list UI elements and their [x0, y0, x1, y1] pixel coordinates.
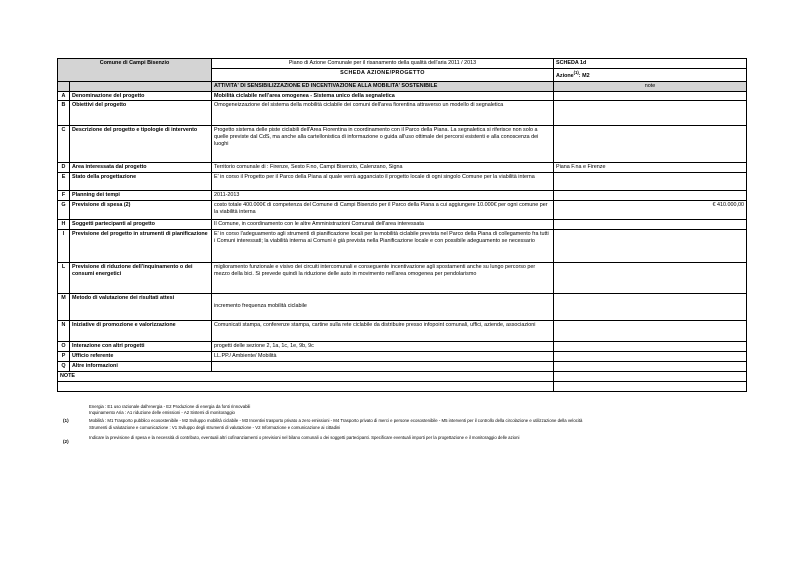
row-note — [554, 342, 747, 352]
row-label: Iniziative di promozione e valorizzazione — [70, 321, 212, 342]
note-label: NOTE — [58, 371, 554, 381]
note-blank-row — [58, 381, 747, 391]
footnote-2 — [57, 435, 757, 446]
row-note — [554, 91, 747, 101]
row-body: miglioramento funzionale e visivo dei circuiti intercomunali e conseguente incentivazione agli spostamenti anche su lungo percorso per mezzo della bici. Si prevede quindi la riduzione delle auto in movimento nell'area omogenea per pendolarismo — [212, 263, 554, 294]
table-row — [58, 230, 747, 263]
footnote-1-text: Mobilità : M1 Trasporto pubblico ecosostenibile - M2 Sviluppo mobilità ciclabile - M3 Incentivi trasporto privato a zero emissioni - M4 Trasporto privato di merci e persone ecosostenibile - M5 interventi per il controllo della circolazione e utilizzazione della velocità — [89, 417, 583, 423]
row-body: Omogeneizzazione del sistema della mobilità ciclabile dei comuni dell'area fiorentina attraverso un modello di segnaletica — [212, 101, 554, 126]
table-row — [58, 352, 747, 362]
table-row — [58, 361, 747, 371]
note-row — [58, 371, 747, 381]
note-empty-cell — [554, 371, 747, 381]
footnote-1-marker: (1) — [63, 417, 69, 423]
row-letter: B — [58, 101, 70, 126]
note-column-header: note — [554, 81, 747, 91]
row-letter: I — [58, 230, 70, 263]
row-body: Il Comune, in coordinamento con le altre Amministrazioni Comunali dell'area interessata — [212, 220, 554, 230]
row-label: Obiettivi del progetto — [70, 101, 212, 126]
footnote-energia: Energia : E1 uso razionale dall'energia - E2 Produzione di energia da fonti rinnovabili — [89, 404, 251, 409]
table-row — [58, 163, 747, 173]
row-note — [554, 263, 747, 294]
row-body: 2011-2013 — [212, 191, 554, 201]
row-body: Progetto sistema delle piste ciclabili dell'Area Fiorentina in coordinamento con il Parco della Piana. La segnaletica si riferisce non solo a quelle previste dal CdS, ma anche alla cartellonistica di informazione o guida all'uso ottimale dei percorsi esistenti e alla conoscenza dei luoghi — [212, 126, 554, 163]
scheda-table — [57, 58, 747, 392]
row-body: LL.PP./ Ambiente/ Mobilità — [212, 352, 554, 362]
footnote-1 — [57, 418, 757, 425]
row-note: Piana F.na e Firenze — [554, 163, 747, 173]
row-note — [554, 352, 747, 362]
row-letter: H — [58, 220, 70, 230]
row-note — [554, 294, 747, 321]
row-body — [212, 361, 554, 371]
row-letter: N — [58, 321, 70, 342]
azione-label: Azione — [556, 72, 574, 79]
table-row — [58, 173, 747, 191]
row-label: Previsione del progetto in strumenti di pianificazione — [70, 230, 212, 263]
row-body: E' in corso il Progetto per il Parco della Piana al quale verrà agganciato il progetto locale di ogni singolo Comune per la viabilità interna — [212, 173, 554, 191]
row-label: Metodo di valutazione dei risultati attesi — [70, 294, 212, 321]
footnote-2-marker: (2) — [63, 439, 69, 445]
attivita-spacer-label — [70, 81, 212, 91]
row-label: Interazione con altri progetti — [70, 342, 212, 352]
piano-title-cell: Piano di Azione Comunale per il risanamento della qualità dell'aria 2011 / 2013 — [212, 59, 554, 69]
row-note — [554, 220, 747, 230]
row-label: Ufficio referente — [70, 352, 212, 362]
row-label: Previsione di spesa (2) — [70, 201, 212, 220]
attivita-cell: ATTIVITA' DI SENSIBILIZZAZIONE ED INCENTIVAZIONE ALLA MOBILITA' SOSTENIBILE — [212, 81, 554, 91]
attivita-row — [58, 81, 747, 91]
footnote-2-text: Indicare la previsione di spesa e la necessità di contributo, eventuali altri cofinanziamenti o previsioni nel bilano comunali o dei soggetti partecipanti. Specificare eventuali importi per la progettazione e il monitoraggio delle azioni — [89, 435, 520, 441]
row-letter: G — [58, 201, 70, 220]
row-letter: E — [58, 173, 70, 191]
note-blank-left — [58, 381, 554, 391]
row-note — [554, 230, 747, 263]
table-row — [58, 220, 747, 230]
row-note-amount: € 410.000,00 — [554, 201, 747, 220]
row-letter: P — [58, 352, 70, 362]
row-label: Previsione di riduzione dell'inquinamento o dei consumi energetici — [70, 263, 212, 294]
row-label: Altre informazioni — [70, 361, 212, 371]
row-body: incremento frequenza mobilità ciclabile — [212, 294, 554, 321]
row-letter: C — [58, 126, 70, 163]
row-letter: D — [58, 163, 70, 173]
row-note — [554, 191, 747, 201]
note-blank-right — [554, 381, 747, 391]
row-letter: Q — [58, 361, 70, 371]
comune-cell: Comune di Campi Bisenzio — [58, 59, 212, 82]
footnotes-block — [57, 404, 757, 446]
row-letter: O — [58, 342, 70, 352]
table-row — [58, 101, 747, 126]
row-note — [554, 321, 747, 342]
row-label: Soggetti partecipanti al progetto — [70, 220, 212, 230]
footnote-aria: Inquinamento Aria : A1 riduzione delle emissioni - A2 Sistemi di monitoraggio — [89, 410, 235, 416]
table-row — [58, 91, 747, 101]
attivita-spacer-letter — [58, 81, 70, 91]
table-row — [58, 294, 747, 321]
row-letter: F — [58, 191, 70, 201]
row-body: E' in corso l'adeguamento agli strumenti di pianificazione locali per la mobilità ciclabile prevista nel Parco della Piana di collegamento fra tutti i Comuni interessati; la viabilità interna ai Comuni è già prevista nella Pianificazione locale e con possibile adeguamento se necessario — [212, 230, 554, 263]
azione-value: : M2 — [578, 72, 590, 79]
scheda-id-cell: SCHEDA 1d — [554, 59, 747, 69]
row-label: Denominazione del progetto — [70, 91, 212, 101]
row-label: Descrizione del progetto e tipologie di intervento — [70, 126, 212, 163]
row-label: Area interessata dal progetto — [70, 163, 212, 173]
row-note — [554, 173, 747, 191]
footnote-strumenti: Strumenti di valutazione e comunicazione : V1 Sviluppo degli strumenti di valutazione - V2 Informazione e comunicazione ai cittadini — [89, 424, 341, 430]
row-body: Comunicati stampa, conferenze stampa, cartine sulla rete ciclabile da distribuire presso infopoint comunali, uffici, aziende, associazioni — [212, 321, 554, 342]
row-letter: A — [58, 91, 70, 101]
row-note — [554, 126, 747, 163]
azione-cell — [554, 68, 747, 81]
table-row — [58, 191, 747, 201]
table-row — [58, 201, 747, 220]
table-row — [58, 126, 747, 163]
row-label: Stato della progettazione — [70, 173, 212, 191]
row-label: Planning dei tempi — [70, 191, 212, 201]
row-body: progetti delle sezione 2, 1a, 1c, 1e, 9b, 9c — [212, 342, 554, 352]
row-letter: L — [58, 263, 70, 294]
scheda-title-cell: SCHEDA AZIONE/PROGETTO — [212, 68, 554, 81]
table-row — [58, 342, 747, 352]
row-body: Territorio comunale di : Firenze, Sesto F.no, Campi Bisenzio, Calenzano, Signa — [212, 163, 554, 173]
table-row — [58, 321, 747, 342]
row-note — [554, 361, 747, 371]
azione-footnote-marker: (1) — [573, 69, 579, 75]
row-body: costo totale 400.000€ di competenza del Comune di Campi Bisenzio per il Parco della Piana a cui aggiungere 10.000€ per ogni comune per la viabilità interna — [212, 201, 554, 220]
header-row-1 — [58, 59, 747, 69]
row-note — [554, 101, 747, 126]
row-body: Mobilità ciclabile nell'area omogenea - Sistema unico della segnaletica — [212, 91, 554, 101]
row-letter: M — [58, 294, 70, 321]
table-row — [58, 263, 747, 294]
